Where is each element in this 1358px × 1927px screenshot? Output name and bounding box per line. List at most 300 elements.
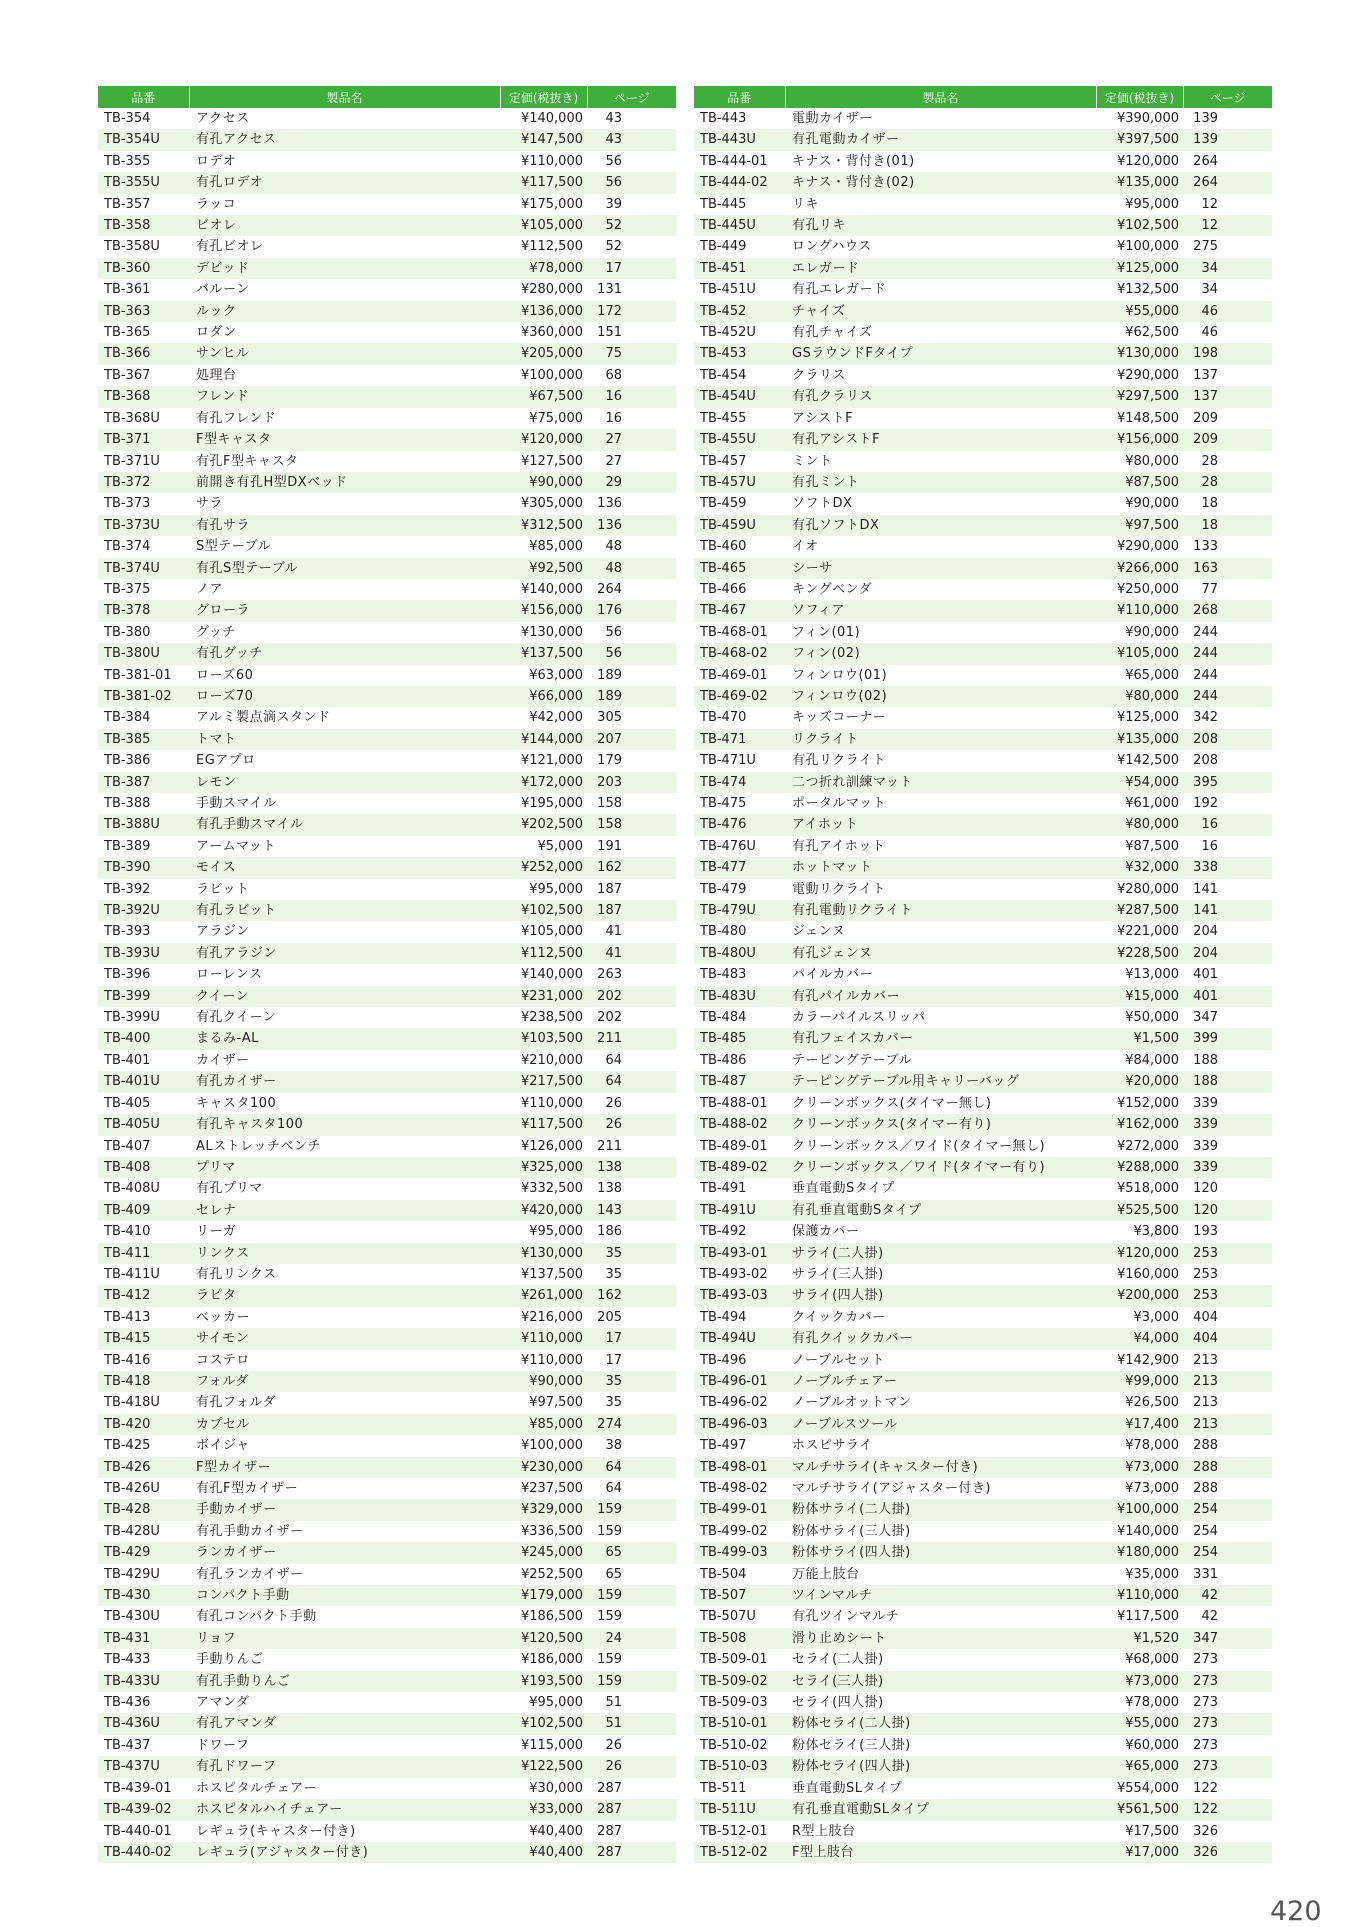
product-code: TB-469-02: [694, 686, 785, 707]
product-code: TB-476: [694, 814, 785, 835]
catalog-page: 263: [597, 967, 622, 983]
product-name: ノーブルチェアー: [785, 1371, 1096, 1392]
product-code: TB-491: [700, 1181, 747, 1197]
table-row: [98, 729, 676, 750]
catalog-page: 139: [1193, 111, 1218, 126]
product-code: TB-357: [104, 196, 151, 212]
catalog-page: 347: [1193, 1010, 1218, 1026]
product-price: ¥160,000: [1116, 1266, 1179, 1282]
product-name: リョフ: [189, 1628, 500, 1649]
table-row: [98, 194, 676, 215]
catalog-page: 342: [1193, 710, 1218, 726]
product-code: TB-454U: [694, 386, 785, 407]
product-price: ¥397,500: [1096, 129, 1183, 150]
table-row: [694, 451, 1272, 472]
product-name: 粉体セライ(四人掛): [785, 1756, 1096, 1777]
table-row: [98, 558, 676, 579]
table-row: [694, 1735, 1272, 1756]
table-row: [98, 236, 676, 257]
product-code: TB-496-02: [700, 1395, 768, 1411]
product-name: EGアプロ: [196, 753, 256, 769]
product-name: 有孔カイザー: [189, 1071, 500, 1092]
table-row: [694, 1799, 1272, 1820]
product-name: ホスピタルハイチェアー: [189, 1799, 500, 1820]
product-name: ビオレ: [189, 215, 500, 236]
catalog-page: 192: [1193, 796, 1218, 811]
table-row: [694, 1821, 1272, 1842]
header-name: 製品名: [189, 86, 500, 108]
product-name: クラリス: [792, 367, 846, 383]
product-price: ¥110,000: [500, 1328, 587, 1349]
product-name: 有孔ジェンヌ: [785, 943, 1096, 964]
product-name: ローレンス: [196, 967, 263, 983]
product-price: ¥420,000: [500, 1200, 587, 1221]
product-name: 有孔ラビット: [189, 900, 500, 921]
product-code: TB-511U: [694, 1799, 785, 1820]
product-price: ¥252,500: [520, 1566, 583, 1582]
product-code: TB-451U: [700, 282, 756, 298]
product-price: ¥125,000: [1096, 258, 1183, 279]
table-row: [694, 279, 1272, 300]
table-row: [694, 1093, 1272, 1114]
product-price: ¥97,500: [529, 1395, 583, 1411]
product-name: 有孔フェイスカバー: [785, 1028, 1096, 1049]
product-name: 有孔ビオレ: [196, 239, 264, 255]
table-body: [98, 108, 676, 1863]
catalog-page: 35: [587, 1243, 676, 1264]
catalog-page: 213: [1193, 1352, 1218, 1368]
product-price: ¥100,000: [1116, 239, 1179, 255]
product-price: ¥137,500: [520, 1266, 583, 1282]
catalog-page: 253: [1183, 1243, 1272, 1264]
product-price: ¥117,500: [1116, 1609, 1179, 1625]
catalog-page: 204: [1193, 924, 1218, 940]
product-code: TB-476U: [700, 838, 756, 854]
catalog-page: 41: [587, 943, 676, 964]
product-name: 有孔キャスタ100: [189, 1114, 500, 1135]
table-row: [98, 1799, 676, 1820]
table-row: [98, 451, 676, 472]
product-code: TB-449: [700, 239, 747, 255]
product-name: 有孔チャイズ: [792, 325, 873, 341]
product-name: ツインマルチ: [785, 1585, 1096, 1606]
catalog-page: 172: [587, 301, 676, 322]
product-code: TB-392: [104, 881, 151, 897]
product-code: TB-437: [104, 1737, 151, 1753]
product-code: TB-467: [694, 600, 785, 621]
product-name: 粉体セライ(三人掛): [792, 1737, 911, 1753]
product-name: ローズ70: [189, 686, 500, 707]
catalog-page: 17: [587, 258, 676, 279]
product-code: TB-375: [104, 581, 151, 597]
product-price: ¥217,500: [500, 1071, 587, 1092]
table-row: [98, 1007, 676, 1028]
catalog-page: 244: [1183, 686, 1272, 707]
table-row: [98, 1756, 676, 1777]
catalog-page: 244: [1183, 643, 1272, 664]
product-code: TB-508: [694, 1628, 785, 1649]
product-price: ¥325,000: [500, 1157, 587, 1178]
table-row: [98, 151, 676, 172]
product-code: TB-499-03: [694, 1542, 785, 1563]
product-code: TB-466: [700, 581, 747, 597]
product-price: ¥126,000: [520, 1138, 583, 1154]
product-code: TB-465: [694, 558, 785, 579]
product-name: クリーンボックス／ワイド(タイマー有り): [785, 1157, 1096, 1178]
product-code: TB-401: [104, 1052, 151, 1068]
product-code: TB-510-03: [694, 1756, 785, 1777]
product-price: ¥13,000: [1125, 967, 1179, 983]
product-price: ¥156,000: [1096, 429, 1183, 450]
product-price: ¥117,500: [500, 1114, 587, 1135]
catalog-page: 28: [1201, 453, 1218, 469]
table-row: [694, 322, 1272, 343]
table-row: [694, 1007, 1272, 1028]
product-code: TB-457: [700, 453, 747, 469]
catalog-page: 244: [1193, 624, 1218, 640]
product-code: TB-381-02: [98, 686, 189, 707]
product-price: ¥172,000: [500, 772, 587, 793]
catalog-page: 273: [1193, 1652, 1218, 1668]
price-table: [98, 86, 676, 1863]
table-row: [98, 129, 676, 150]
table-row: [694, 1392, 1272, 1413]
product-code: TB-443U: [694, 129, 785, 150]
product-name: アラジン: [196, 924, 250, 940]
table-row: [98, 365, 676, 386]
product-code: TB-363: [98, 301, 189, 322]
product-price: ¥179,000: [500, 1585, 587, 1606]
catalog-page: 52: [587, 215, 676, 236]
product-name: フォルダ: [189, 1371, 500, 1392]
product-code: TB-389: [104, 838, 151, 854]
product-price: ¥68,000: [1125, 1652, 1179, 1668]
catalog-page: 131: [597, 282, 622, 298]
product-price: ¥78,000: [1125, 1438, 1179, 1454]
product-code: TB-493-02: [700, 1266, 768, 1282]
product-name: 二つ折れ訓練マット: [785, 772, 1096, 793]
product-price: ¥261,000: [500, 1285, 587, 1306]
catalog-page: 287: [587, 1842, 676, 1863]
product-code: TB-405: [104, 1095, 151, 1111]
catalog-page: 254: [1183, 1499, 1272, 1520]
catalog-page: 46: [1183, 301, 1272, 322]
table-row: [98, 750, 676, 771]
product-name: プリマ: [189, 1157, 500, 1178]
price-table: [694, 86, 1272, 1863]
product-name: サラ: [196, 496, 224, 512]
product-code: TB-460: [700, 539, 747, 555]
catalog-page: 326: [1183, 1842, 1272, 1863]
catalog-page: 137: [1193, 367, 1218, 383]
table-row: [98, 772, 676, 793]
product-price: ¥26,500: [1125, 1395, 1179, 1411]
product-name: グッチ: [196, 624, 236, 640]
table-row: [98, 1735, 676, 1756]
product-name: ホスピタルチェアー: [196, 1780, 317, 1796]
product-name: レギュラ(アジャスター付き): [189, 1842, 500, 1863]
product-code: TB-493-03: [694, 1285, 785, 1306]
product-name: 有孔エレガード: [792, 282, 887, 298]
product-price: ¥140,000: [520, 111, 583, 126]
product-name: 有孔リクライト: [792, 753, 886, 769]
catalog-page: 64: [605, 1481, 622, 1496]
catalog-page: 138: [597, 1181, 622, 1197]
table-row: [98, 707, 676, 728]
catalog-page: 41: [605, 924, 622, 940]
catalog-page: 48: [587, 558, 676, 579]
product-price: ¥75,000: [529, 410, 583, 426]
catalog-page: 198: [1183, 343, 1272, 364]
product-price: ¥228,500: [1096, 943, 1183, 964]
catalog-page: 34: [1201, 282, 1218, 298]
product-price: ¥290,000: [1116, 539, 1179, 555]
catalog-page: 17: [605, 1352, 622, 1368]
product-code: TB-374: [104, 539, 151, 555]
table-row: [98, 643, 676, 664]
product-price: ¥336,500: [520, 1523, 583, 1539]
product-code: TB-386: [104, 753, 151, 769]
catalog-page: 26: [587, 1756, 676, 1777]
product-name: ドワーフ: [196, 1737, 250, 1753]
catalog-page: 399: [1183, 1028, 1272, 1049]
table-row: [98, 1585, 676, 1606]
table-row: [694, 1649, 1272, 1670]
product-name: アルミ製点滴スタンド: [196, 710, 331, 726]
table-header-row: [694, 86, 1272, 108]
product-price: ¥288,000: [1096, 1157, 1183, 1178]
table-row: [694, 1564, 1272, 1585]
product-name: キナス・背付き(01): [792, 153, 915, 169]
catalog-page: 27: [605, 453, 622, 469]
catalog-page: 136: [587, 515, 676, 536]
product-price: ¥65,000: [1125, 667, 1179, 683]
product-price: ¥152,000: [1116, 1095, 1179, 1111]
product-code: TB-405U: [98, 1114, 189, 1135]
product-price: ¥90,000: [500, 1371, 587, 1392]
product-code: TB-440-02: [98, 1842, 189, 1863]
catalog-page: 51: [587, 1713, 676, 1734]
catalog-page: 51: [605, 1695, 622, 1711]
product-name: ローズ60: [196, 667, 254, 683]
catalog-page: 43: [605, 111, 622, 126]
product-code: TB-373U: [98, 515, 189, 536]
product-name: クリーンボックス(タイマー無し): [792, 1095, 992, 1111]
catalog-page: 43: [587, 129, 676, 150]
product-name: 有孔コンパクト手動: [196, 1609, 317, 1625]
catalog-page: 287: [597, 1780, 622, 1796]
table-row: [694, 1157, 1272, 1178]
product-code: TB-388U: [98, 814, 189, 835]
table-row: [694, 900, 1272, 921]
product-price: ¥63,000: [529, 667, 583, 683]
table-row: [694, 772, 1272, 793]
product-code: TB-483: [700, 967, 747, 983]
table-row: [694, 1671, 1272, 1692]
catalog-page: 211: [597, 1138, 622, 1154]
table-row: [694, 1542, 1272, 1563]
product-name: トマト: [189, 729, 500, 750]
table-row: [694, 879, 1272, 900]
table-row: [98, 1778, 676, 1799]
product-name: アシストF: [792, 410, 854, 426]
product-code: TB-443: [700, 111, 747, 126]
product-price: ¥130,000: [1096, 343, 1183, 364]
product-name: 有孔リンクス: [196, 1266, 277, 1282]
table-row: [694, 836, 1272, 857]
catalog-page: 16: [1183, 814, 1272, 835]
product-price: ¥112,500: [500, 943, 587, 964]
product-code: TB-408: [98, 1157, 189, 1178]
catalog-page: 64: [587, 1071, 676, 1092]
table-row: [694, 408, 1272, 429]
product-price: ¥80,000: [1096, 686, 1183, 707]
table-row: [694, 493, 1272, 514]
catalog-page: 404: [1193, 1309, 1218, 1325]
product-price: ¥15,000: [1096, 986, 1183, 1007]
product-name: GSラウンドFタイプ: [785, 343, 1096, 364]
product-code: TB-380: [104, 624, 151, 640]
product-name: テーピングテーブル: [792, 1052, 913, 1068]
table-row: [694, 172, 1272, 193]
table-row: [694, 1585, 1272, 1606]
product-price: ¥1,500: [1096, 1028, 1183, 1049]
product-name: 手動カイザー: [189, 1499, 500, 1520]
catalog-page: 38: [605, 1438, 622, 1454]
catalog-page: 339: [1183, 1157, 1272, 1178]
table-row: [694, 1606, 1272, 1627]
table-row: [694, 1414, 1272, 1435]
table-row: [694, 814, 1272, 835]
product-code: TB-498-01: [694, 1457, 785, 1478]
catalog-page: 133: [1193, 539, 1218, 555]
product-code: TB-378: [98, 600, 189, 621]
catalog-page: 191: [597, 838, 622, 854]
product-name: チャイズ: [785, 301, 1096, 322]
catalog-page: 137: [1183, 386, 1272, 407]
product-name: キャスタ100: [196, 1095, 277, 1111]
product-name: ロダン: [196, 325, 237, 341]
product-price: ¥92,500: [500, 558, 587, 579]
product-price: ¥95,000: [1125, 196, 1179, 212]
product-name: 粉体サライ(三人掛): [792, 1523, 911, 1539]
product-price: ¥122,500: [500, 1756, 587, 1777]
catalog-page: 274: [587, 1414, 676, 1435]
product-price: ¥97,500: [1096, 515, 1183, 536]
catalog-page: 35: [605, 1266, 622, 1282]
table-row: [694, 579, 1272, 600]
product-name: レモン: [189, 772, 500, 793]
product-code: TB-416: [104, 1352, 151, 1368]
product-price: ¥110,000: [1096, 1585, 1183, 1606]
product-price: ¥332,500: [520, 1181, 583, 1197]
table-row: [98, 322, 676, 343]
catalog-page: 24: [587, 1628, 676, 1649]
product-code: TB-455U: [694, 429, 785, 450]
product-price: ¥73,000: [1125, 1481, 1179, 1496]
product-code: TB-496-01: [694, 1371, 785, 1392]
product-price: ¥140,000: [1116, 1523, 1179, 1539]
product-price: ¥30,000: [529, 1780, 583, 1796]
product-price: ¥120,000: [500, 429, 587, 450]
product-code: TB-451: [694, 258, 785, 279]
product-code: TB-367: [104, 367, 151, 383]
table-row: [694, 429, 1272, 450]
product-code: TB-408U: [104, 1181, 160, 1197]
product-code: TB-445U: [694, 215, 785, 236]
product-price: ¥312,500: [500, 515, 587, 536]
catalog-page: 16: [1201, 838, 1218, 854]
table-row: [98, 921, 676, 942]
catalog-page: 205: [597, 1309, 622, 1325]
table-row: [694, 1071, 1272, 1092]
product-name: 有孔手動スマイル: [189, 814, 500, 835]
product-code: TB-409: [98, 1200, 189, 1221]
catalog-page: 16: [605, 410, 622, 426]
product-name: クイックカバー: [792, 1309, 886, 1325]
product-price: ¥200,000: [1096, 1285, 1183, 1306]
catalog-page: 120: [1193, 1181, 1218, 1197]
product-name: デビッド: [189, 258, 500, 279]
product-code: TB-494: [700, 1309, 747, 1325]
table-row: [694, 1778, 1272, 1799]
product-name: ロングハウス: [792, 239, 872, 255]
product-name: セライ(四人掛): [792, 1695, 884, 1711]
product-price: ¥17,500: [1125, 1823, 1179, 1839]
product-code: TB-509-02: [694, 1671, 785, 1692]
product-name: アームマット: [196, 838, 276, 854]
product-price: ¥329,000: [500, 1499, 587, 1520]
catalog-page: 401: [1193, 967, 1218, 983]
header-code: 品番: [694, 86, 785, 108]
catalog-page: 395: [1183, 772, 1272, 793]
product-price: ¥125,000: [1116, 710, 1179, 726]
product-name: R型上肢台: [792, 1823, 856, 1839]
product-name: 電動カイザー: [792, 111, 873, 126]
table-row: [98, 1071, 676, 1092]
table-row: [98, 1542, 676, 1563]
table-row: [694, 600, 1272, 621]
table-row: [694, 622, 1272, 643]
table-row: [694, 1243, 1272, 1264]
product-code: TB-439-02: [98, 1799, 189, 1820]
table-row: [98, 472, 676, 493]
table-row: [694, 943, 1272, 964]
product-code: TB-428U: [104, 1523, 160, 1539]
product-name: テーピングテーブル用キャリーバッグ: [785, 1071, 1096, 1092]
catalog-page: 56: [587, 172, 676, 193]
product-price: ¥67,500: [500, 386, 587, 407]
catalog-page: 16: [587, 386, 676, 407]
product-name: 処理台: [196, 367, 237, 383]
catalog-page: 26: [605, 1737, 622, 1753]
catalog-page: 264: [1193, 153, 1218, 169]
product-price: ¥360,000: [520, 325, 583, 341]
table-row: [98, 1114, 676, 1135]
product-code: TB-354U: [98, 129, 189, 150]
product-price: ¥54,000: [1096, 772, 1183, 793]
catalog-page: 186: [597, 1224, 622, 1240]
product-name: 有孔アシストF: [785, 429, 1096, 450]
table-row: [694, 236, 1272, 257]
table-row: [694, 665, 1272, 686]
product-name: ボイジャ: [196, 1438, 250, 1454]
product-code: TB-368U: [104, 410, 160, 426]
product-price: ¥50,000: [1125, 1010, 1179, 1026]
product-price: ¥62,500: [1125, 325, 1179, 341]
product-price: ¥85,000: [500, 1414, 587, 1435]
table-row: [98, 1842, 676, 1863]
